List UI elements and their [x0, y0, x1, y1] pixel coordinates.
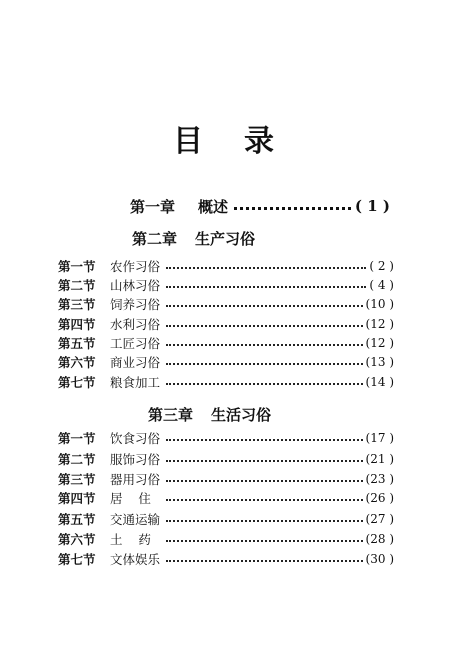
page-number: (12 ): [365, 317, 394, 331]
page-number: (17 ): [365, 431, 394, 445]
chapter-title: 生活习俗: [211, 405, 272, 424]
section-title: 工匠习俗: [110, 336, 161, 351]
chapter-title: 概述: [198, 197, 229, 216]
dot-leader: [166, 363, 363, 365]
section-title: 农作习俗: [110, 259, 161, 274]
section-number: 第四节: [58, 491, 96, 506]
chapter-number: 第二章: [132, 229, 178, 248]
chapter-number: 第三章: [148, 405, 194, 424]
chapter-number: 第一章: [130, 197, 176, 216]
page-number: (28 ): [365, 532, 394, 546]
section-entry: [58, 294, 394, 314]
page-number: (26 ): [365, 491, 394, 505]
section-number: 第四节: [58, 317, 96, 332]
section-number: 第五节: [58, 336, 96, 351]
section-title: 商业习俗: [110, 355, 161, 370]
page-number: (13 ): [365, 355, 394, 369]
dot-leader: [166, 499, 363, 501]
section-number: 第二节: [58, 278, 96, 293]
section-entry: [58, 275, 394, 295]
section-title: 器用习俗: [110, 472, 161, 487]
section-title: 饮食习俗: [110, 431, 161, 446]
section-number: 第一节: [58, 259, 96, 274]
section-title: 文体娱乐: [110, 552, 161, 567]
section-entry: [58, 256, 394, 276]
page-number: (27 ): [365, 512, 394, 526]
section-entry: [58, 372, 394, 392]
section-entry: [58, 469, 394, 489]
section-number: 第三节: [58, 472, 96, 487]
section-title: 土 药: [110, 532, 151, 547]
dot-leader: [166, 480, 363, 482]
dot-leader: [166, 520, 363, 522]
section-title: 山林习俗: [110, 278, 161, 293]
section-entry: [58, 428, 394, 448]
dot-leader: [166, 305, 363, 307]
section-number: 第七节: [58, 552, 96, 567]
dot-leader: [166, 344, 363, 346]
section-number: 第五节: [58, 512, 96, 527]
section-entry: [58, 529, 394, 549]
page-number: ( 2 ): [369, 259, 394, 273]
dot-leader: [234, 207, 351, 210]
section-title: 交通运输: [110, 512, 161, 527]
dot-leader: [166, 560, 363, 562]
chapter-3-heading: [148, 401, 271, 427]
section-entry: [58, 509, 394, 529]
page-number: (14 ): [365, 375, 394, 389]
dot-leader: [166, 460, 363, 462]
chapter-1-entry: [130, 193, 390, 219]
section-title: 饲养习俗: [110, 297, 161, 312]
section-entry: [58, 488, 394, 508]
toc-title-char-1: 目: [173, 124, 203, 159]
dot-leader: [166, 439, 363, 441]
toc-title-char-2: 录: [244, 124, 274, 159]
dot-leader: [166, 267, 366, 269]
section-number: 第二节: [58, 452, 96, 467]
dot-leader: [166, 286, 366, 288]
page-number: (30 ): [365, 552, 394, 566]
dot-leader: [166, 383, 363, 385]
section-entry: [58, 549, 394, 569]
toc-title: [0, 122, 450, 162]
chapter-2-heading: [132, 225, 255, 251]
section-entry: [58, 352, 394, 372]
section-title: 服饰习俗: [110, 452, 161, 467]
section-number: 第六节: [58, 532, 96, 547]
page-number: (21 ): [365, 452, 394, 466]
section-number: 第六节: [58, 355, 96, 370]
dot-leader: [166, 540, 363, 542]
section-title: 粮食加工: [110, 375, 161, 390]
page-number: (10 ): [365, 297, 394, 311]
section-entry: [58, 314, 394, 334]
section-title: 水利习俗: [110, 317, 161, 332]
page-number: (12 ): [365, 336, 394, 350]
page-number: (23 ): [365, 472, 394, 486]
section-title: 居 住: [110, 491, 151, 506]
section-number: 第三节: [58, 297, 96, 312]
section-number: 第七节: [58, 375, 96, 390]
dot-leader: [166, 325, 363, 327]
section-number: 第一节: [58, 431, 96, 446]
chapter-title: 生产习俗: [195, 229, 256, 248]
page-number: ( 4 ): [369, 278, 394, 292]
page-number: ( 1 ): [354, 197, 390, 215]
section-entry: [58, 449, 394, 469]
section-entry: [58, 333, 394, 353]
